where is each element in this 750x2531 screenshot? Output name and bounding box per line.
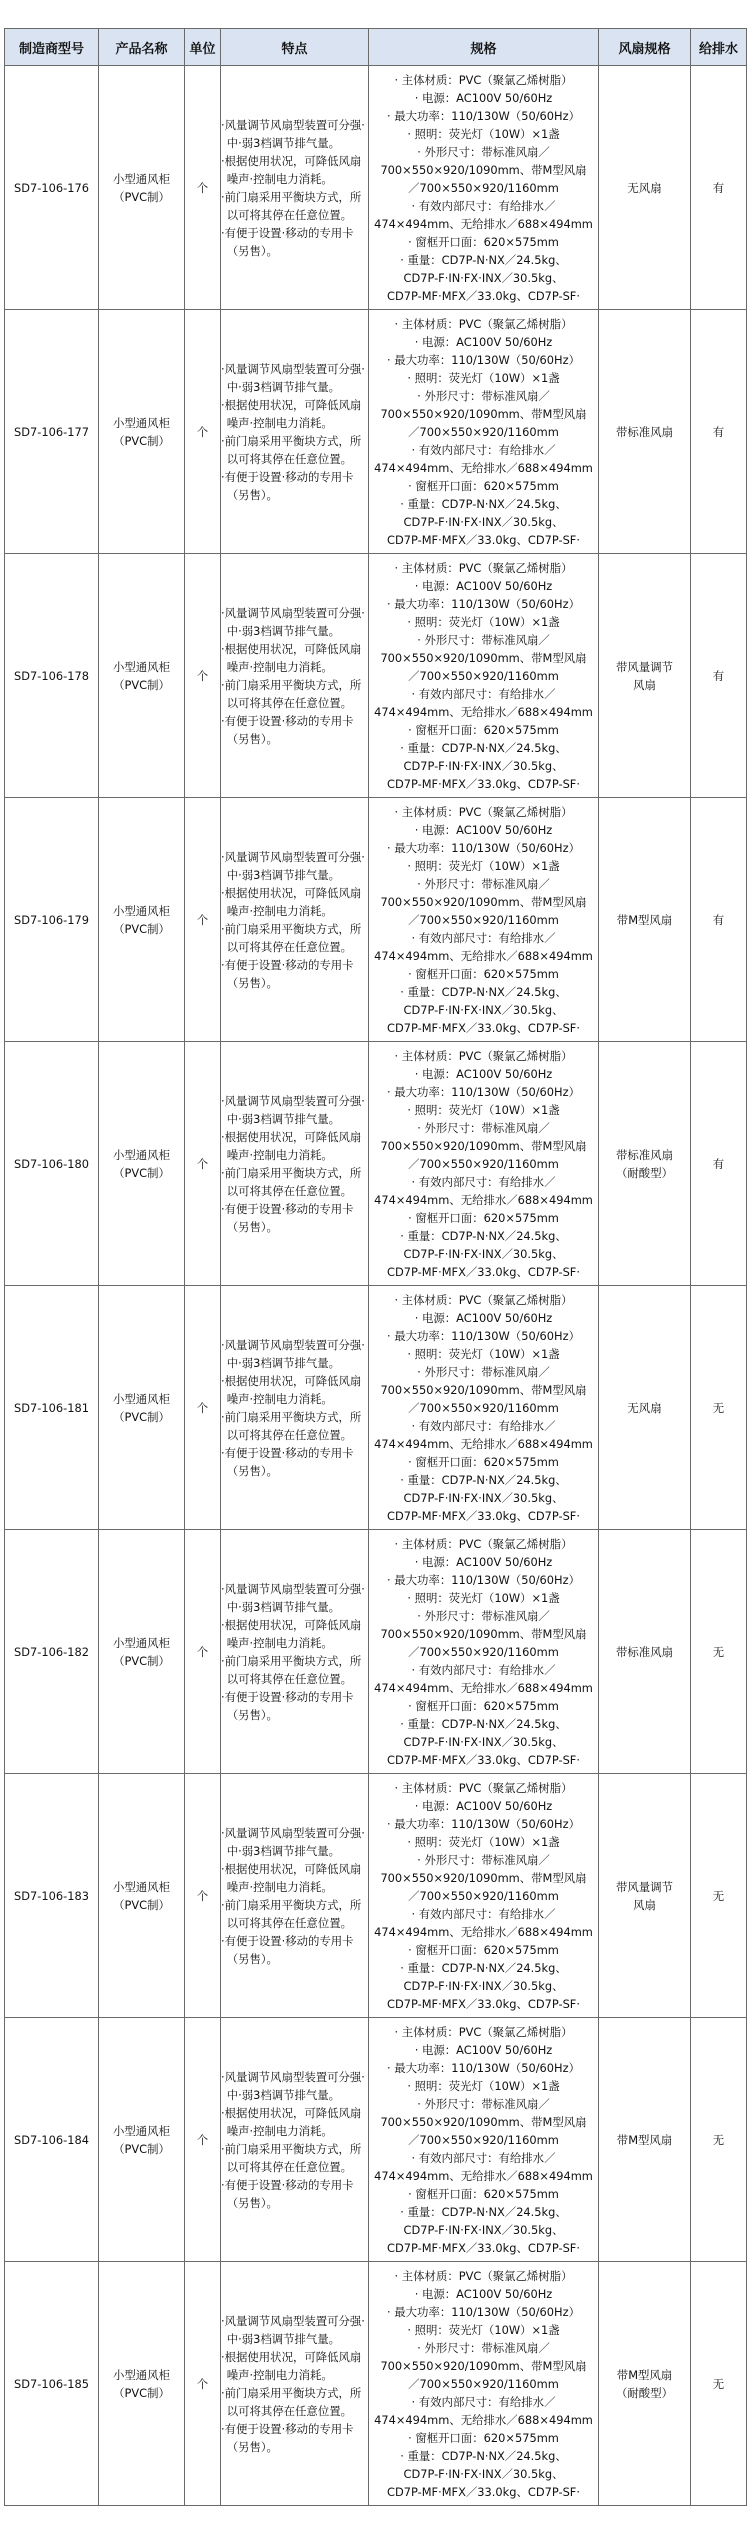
feature-item: ·有便于设置·移动的专用卡（另售）。 — [221, 2421, 354, 2454]
water-drain-cell: 有 — [691, 798, 747, 1042]
spec-line: · 重量：CD7P-N·NX／24.5kg、 — [400, 252, 567, 267]
table-row — [5, 1530, 747, 1774]
water-drain-cell: 有 — [691, 1042, 747, 1286]
table-row — [5, 66, 747, 310]
feature-item: ·有便于设置·移动的专用卡（另售）。 — [221, 225, 354, 258]
fan-spec-line: （耐酸型） — [616, 2385, 673, 2400]
feature-item: ·前门扇采用平衡块方式，所以可将其停在任意位置。 — [221, 189, 362, 222]
spec-line: CD7P-MF·MFX／33.0kg、CD7P-SF· — [387, 1996, 580, 2011]
spec-line: · 照明：荧光灯（10W）×1盏 — [407, 614, 560, 629]
spec-line: ／700×550×920/1160mm — [408, 2376, 559, 2391]
specs-cell — [369, 2018, 599, 2262]
spec-line: · 有效内部尺寸：有给排水／ — [411, 1906, 556, 1921]
spec-line: 700×550×920/1090mm、带M型风扇 — [380, 650, 587, 665]
header-unit: 单位 — [185, 29, 221, 66]
spec-line: · 主体材质：PVC（聚氯乙烯树脂） — [394, 1536, 573, 1551]
model-cell: SD7-106-185 — [5, 2262, 99, 2506]
product-name-line: 小型通风柜 — [113, 1879, 170, 1894]
spec-line: · 最大功率：110/130W（50/60Hz） — [387, 2304, 580, 2319]
spec-line: · 最大功率：110/130W（50/60Hz） — [387, 1084, 580, 1099]
water-drain-cell: 无 — [691, 2018, 747, 2262]
specs-cell — [369, 1286, 599, 1530]
feature-item: ·根据使用状况，可降低风扇噪声·控制电力消耗。 — [221, 2349, 362, 2382]
unit-cell: 个 — [185, 66, 221, 310]
unit-cell: 个 — [185, 1042, 221, 1286]
feature-item: ·前门扇采用平衡块方式，所以可将其停在任意位置。 — [221, 2385, 362, 2418]
spec-line: · 电源：AC100V 50/60Hz — [414, 90, 553, 105]
fan-spec-line: （耐酸型） — [616, 1165, 673, 1180]
spec-line: · 外形尺寸：带标准风扇／ — [417, 1608, 550, 1623]
unit-cell: 个 — [185, 1530, 221, 1774]
header-water: 给排水 — [691, 29, 747, 66]
spec-line: · 电源：AC100V 50/60Hz — [414, 1554, 553, 1569]
specs-cell — [369, 554, 599, 798]
unit-cell: 个 — [185, 1286, 221, 1530]
spec-line: · 窗框开口面：620×575mm — [408, 1942, 559, 1957]
fan-spec-cell — [599, 66, 691, 310]
specs-cell — [369, 1530, 599, 1774]
spec-line: · 外形尺寸：带标准风扇／ — [417, 632, 550, 647]
feature-item: ·风量调节风扇型装置可分强·中·弱3档调节排气量。 — [221, 605, 365, 638]
water-drain-cell: 无 — [691, 1530, 747, 1774]
product-name-line: 小型通风柜 — [113, 1391, 170, 1406]
feature-item: ·风量调节风扇型装置可分强·中·弱3档调节排气量。 — [221, 1093, 365, 1126]
header-product-name: 产品名称 — [99, 29, 185, 66]
spec-line: · 重量：CD7P-N·NX／24.5kg、 — [400, 2204, 567, 2219]
unit-cell: 个 — [185, 2018, 221, 2262]
feature-item: ·风量调节风扇型装置可分强·中·弱3档调节排气量。 — [221, 2069, 365, 2102]
specs-cell — [369, 1774, 599, 2018]
table-row — [5, 1774, 747, 2018]
fan-spec-line: 带标准风扇 — [616, 1147, 673, 1162]
spec-line: · 外形尺寸：带标准风扇／ — [417, 1852, 550, 1867]
product-name-line: 小型通风柜 — [113, 1147, 170, 1162]
spec-line: · 外形尺寸：带标准风扇／ — [417, 144, 550, 159]
spec-line: · 外形尺寸：带标准风扇／ — [417, 388, 550, 403]
feature-item: ·有便于设置·移动的专用卡（另售）。 — [221, 469, 354, 502]
spec-line: 700×550×920/1090mm、带M型风扇 — [380, 2358, 587, 2373]
product-name-line: （PVC制） — [113, 921, 170, 936]
table-row — [5, 2018, 747, 2262]
spec-line: · 照明：荧光灯（10W）×1盏 — [407, 2322, 560, 2337]
spec-line: · 照明：荧光灯（10W）×1盏 — [407, 1834, 560, 1849]
feature-item: ·前门扇采用平衡块方式，所以可将其停在任意位置。 — [221, 1897, 362, 1930]
feature-item: ·有便于设置·移动的专用卡（另售）。 — [221, 1445, 354, 1478]
feature-item: ·根据使用状况，可降低风扇噪声·控制电力消耗。 — [221, 885, 362, 918]
spec-line: · 照明：荧光灯（10W）×1盏 — [407, 1346, 560, 1361]
product-name-line: 小型通风柜 — [113, 903, 170, 918]
fan-spec-line: 无风扇 — [627, 1400, 662, 1415]
product-name-cell — [99, 798, 185, 1042]
spec-line: · 外形尺寸：带标准风扇／ — [417, 876, 550, 891]
spec-line: · 电源：AC100V 50/60Hz — [414, 822, 553, 837]
spec-line: · 窗框开口面：620×575mm — [408, 478, 559, 493]
spec-line: · 重量：CD7P-N·NX／24.5kg、 — [400, 496, 567, 511]
feature-item: ·风量调节风扇型装置可分强·中·弱3档调节排气量。 — [221, 117, 365, 150]
feature-item: ·根据使用状况，可降低风扇噪声·控制电力消耗。 — [221, 1373, 362, 1406]
spec-line: · 重量：CD7P-N·NX／24.5kg、 — [400, 1716, 567, 1731]
feature-item: ·有便于设置·移动的专用卡（另售）。 — [221, 1689, 354, 1722]
feature-item: ·前门扇采用平衡块方式，所以可将其停在任意位置。 — [221, 433, 362, 466]
fan-spec-line: 带风量调节 — [616, 659, 673, 674]
specs-cell — [369, 798, 599, 1042]
spec-line: · 电源：AC100V 50/60Hz — [414, 2042, 553, 2057]
spec-line: · 外形尺寸：带标准风扇／ — [417, 2340, 550, 2355]
spec-line: · 主体材质：PVC（聚氯乙烯树脂） — [394, 2268, 573, 2283]
spec-line: · 窗框开口面：620×575mm — [408, 234, 559, 249]
spec-line: ／700×550×920/1160mm — [408, 2132, 559, 2147]
header-fan-spec: 风扇规格 — [599, 29, 691, 66]
product-name-cell — [99, 66, 185, 310]
spec-line: 474×494mm、无给排水／688×494mm — [374, 704, 593, 719]
spec-line: · 电源：AC100V 50/60Hz — [414, 578, 553, 593]
spec-line: · 主体材质：PVC（聚氯乙烯树脂） — [394, 560, 573, 575]
product-name-line: （PVC制） — [113, 2385, 170, 2400]
spec-line: CD7P-F·IN·FX·INX／30.5kg、 — [403, 1002, 564, 1017]
spec-line: · 主体材质：PVC（聚氯乙烯树脂） — [394, 1292, 573, 1307]
spec-line: CD7P-F·IN·FX·INX／30.5kg、 — [403, 1246, 564, 1261]
table-body — [5, 66, 747, 2506]
features-cell — [221, 66, 369, 310]
feature-item: ·风量调节风扇型装置可分强·中·弱3档调节排气量。 — [221, 2313, 365, 2346]
fan-spec-cell — [599, 798, 691, 1042]
feature-item: ·风量调节风扇型装置可分强·中·弱3档调节排气量。 — [221, 1581, 365, 1614]
features-cell — [221, 310, 369, 554]
spec-line: · 最大功率：110/130W（50/60Hz） — [387, 352, 580, 367]
product-name-line: （PVC制） — [113, 1653, 170, 1668]
spec-line: ／700×550×920/1160mm — [408, 1888, 559, 1903]
spec-line: · 重量：CD7P-N·NX／24.5kg、 — [400, 1472, 567, 1487]
spec-line: · 主体材质：PVC（聚氯乙烯树脂） — [394, 2024, 573, 2039]
spec-line: 474×494mm、无给排水／688×494mm — [374, 2412, 593, 2427]
product-name-line: （PVC制） — [113, 1165, 170, 1180]
spec-line: · 重量：CD7P-N·NX／24.5kg、 — [400, 1960, 567, 1975]
spec-line: CD7P-F·IN·FX·INX／30.5kg、 — [403, 514, 564, 529]
spec-line: · 有效内部尺寸：有给排水／ — [411, 1418, 556, 1433]
model-cell: SD7-106-184 — [5, 2018, 99, 2262]
fan-spec-line: 风扇 — [633, 1897, 656, 1912]
specs-cell — [369, 310, 599, 554]
spec-line: · 重量：CD7P-N·NX／24.5kg、 — [400, 740, 567, 755]
spec-line: CD7P-MF·MFX／33.0kg、CD7P-SF· — [387, 1264, 580, 1279]
spec-line: · 最大功率：110/130W（50/60Hz） — [387, 108, 580, 123]
model-cell: SD7-106-178 — [5, 554, 99, 798]
spec-line: 474×494mm、无给排水／688×494mm — [374, 216, 593, 231]
unit-cell: 个 — [185, 554, 221, 798]
model-cell: SD7-106-179 — [5, 798, 99, 1042]
feature-item: ·风量调节风扇型装置可分强·中·弱3档调节排气量。 — [221, 361, 365, 394]
model-cell: SD7-106-181 — [5, 1286, 99, 1530]
fan-spec-line: 带M型风扇 — [616, 912, 673, 927]
product-name-cell — [99, 310, 185, 554]
spec-line: · 窗框开口面：620×575mm — [408, 2186, 559, 2201]
spec-line: · 有效内部尺寸：有给排水／ — [411, 2394, 556, 2409]
table-row — [5, 310, 747, 554]
spec-line: · 最大功率：110/130W（50/60Hz） — [387, 596, 580, 611]
spec-line: 474×494mm、无给排水／688×494mm — [374, 1192, 593, 1207]
features-cell — [221, 554, 369, 798]
feature-item: ·根据使用状况，可降低风扇噪声·控制电力消耗。 — [221, 2105, 362, 2138]
spec-line: 700×550×920/1090mm、带M型风扇 — [380, 2114, 587, 2129]
spec-line: ／700×550×920/1160mm — [408, 424, 559, 439]
spec-line: ／700×550×920/1160mm — [408, 1156, 559, 1171]
spec-line: ／700×550×920/1160mm — [408, 1400, 559, 1415]
feature-item: ·前门扇采用平衡块方式，所以可将其停在任意位置。 — [221, 921, 362, 954]
product-name-line: （PVC制） — [113, 1409, 170, 1424]
water-drain-cell: 有 — [691, 66, 747, 310]
spec-line: · 电源：AC100V 50/60Hz — [414, 334, 553, 349]
spec-line: · 有效内部尺寸：有给排水／ — [411, 1174, 556, 1189]
fan-spec-line: 带标准风扇 — [616, 1644, 673, 1659]
spec-line: CD7P-MF·MFX／33.0kg、CD7P-SF· — [387, 1508, 580, 1523]
water-drain-cell: 有 — [691, 554, 747, 798]
spec-line: CD7P-MF·MFX／33.0kg、CD7P-SF· — [387, 2240, 580, 2255]
feature-item: ·根据使用状况，可降低风扇噪声·控制电力消耗。 — [221, 641, 362, 674]
product-name-line: （PVC制） — [113, 2141, 170, 2156]
spec-line: 700×550×920/1090mm、带M型风扇 — [380, 894, 587, 909]
product-name-cell — [99, 1530, 185, 1774]
specs-cell — [369, 66, 599, 310]
water-drain-cell: 有 — [691, 310, 747, 554]
table-row — [5, 554, 747, 798]
header-row — [5, 29, 747, 66]
spec-line: CD7P-F·IN·FX·INX／30.5kg、 — [403, 1490, 564, 1505]
spec-line: · 照明：荧光灯（10W）×1盏 — [407, 2078, 560, 2093]
spec-line: · 有效内部尺寸：有给排水／ — [411, 198, 556, 213]
spec-line: CD7P-MF·MFX／33.0kg、CD7P-SF· — [387, 288, 580, 303]
spec-line: 474×494mm、无给排水／688×494mm — [374, 460, 593, 475]
product-name-cell — [99, 1042, 185, 1286]
unit-cell: 个 — [185, 798, 221, 1042]
feature-item: ·有便于设置·移动的专用卡（另售）。 — [221, 957, 354, 990]
spec-line: · 窗框开口面：620×575mm — [408, 966, 559, 981]
fan-spec-cell — [599, 1530, 691, 1774]
spec-line: · 最大功率：110/130W（50/60Hz） — [387, 840, 580, 855]
feature-item: ·根据使用状况，可降低风扇噪声·控制电力消耗。 — [221, 397, 362, 430]
product-name-line: 小型通风柜 — [113, 415, 170, 430]
fan-spec-cell — [599, 2262, 691, 2506]
spec-line: 474×494mm、无给排水／688×494mm — [374, 1680, 593, 1695]
specs-cell — [369, 2262, 599, 2506]
features-cell — [221, 2262, 369, 2506]
feature-item: ·根据使用状况，可降低风扇噪声·控制电力消耗。 — [221, 1861, 362, 1894]
spec-line: · 重量：CD7P-N·NX／24.5kg、 — [400, 1228, 567, 1243]
feature-item: ·根据使用状况，可降低风扇噪声·控制电力消耗。 — [221, 153, 362, 186]
spec-line: · 电源：AC100V 50/60Hz — [414, 1310, 553, 1325]
spec-line: 700×550×920/1090mm、带M型风扇 — [380, 1138, 587, 1153]
spec-line: · 有效内部尺寸：有给排水／ — [411, 1662, 556, 1677]
spec-line: · 重量：CD7P-N·NX／24.5kg、 — [400, 2448, 567, 2463]
feature-item: ·前门扇采用平衡块方式，所以可将其停在任意位置。 — [221, 1653, 362, 1686]
spec-line: CD7P-MF·MFX／33.0kg、CD7P-SF· — [387, 532, 580, 547]
spec-line: · 窗框开口面：620×575mm — [408, 722, 559, 737]
product-name-cell — [99, 2018, 185, 2262]
product-name-line: （PVC制） — [113, 677, 170, 692]
spec-line: 700×550×920/1090mm、带M型风扇 — [380, 1626, 587, 1641]
features-cell — [221, 798, 369, 1042]
spec-line: · 外形尺寸：带标准风扇／ — [417, 1120, 550, 1135]
fan-spec-line: 风扇 — [633, 677, 656, 692]
feature-item: ·有便于设置·移动的专用卡（另售）。 — [221, 1933, 354, 1966]
features-cell — [221, 1042, 369, 1286]
spec-line: ／700×550×920/1160mm — [408, 1644, 559, 1659]
spec-line: · 最大功率：110/130W（50/60Hz） — [387, 2060, 580, 2075]
model-cell: SD7-106-183 — [5, 1774, 99, 2018]
spec-line: CD7P-F·IN·FX·INX／30.5kg、 — [403, 2222, 564, 2237]
product-name-line: （PVC制） — [113, 189, 170, 204]
fan-spec-line: 带风量调节 — [616, 1879, 673, 1894]
model-cell: SD7-106-182 — [5, 1530, 99, 1774]
product-name-line: 小型通风柜 — [113, 659, 170, 674]
feature-item: ·有便于设置·移动的专用卡（另售）。 — [221, 713, 354, 746]
spec-line: CD7P-F·IN·FX·INX／30.5kg、 — [403, 1734, 564, 1749]
product-name-cell — [99, 1774, 185, 2018]
feature-item: ·前门扇采用平衡块方式，所以可将其停在任意位置。 — [221, 1165, 362, 1198]
unit-cell: 个 — [185, 1774, 221, 2018]
spec-line: 474×494mm、无给排水／688×494mm — [374, 948, 593, 963]
spec-line: · 窗框开口面：620×575mm — [408, 1698, 559, 1713]
specs-cell — [369, 1042, 599, 1286]
spec-line: 474×494mm、无给排水／688×494mm — [374, 2168, 593, 2183]
spec-line: · 窗框开口面：620×575mm — [408, 1454, 559, 1469]
spec-line: · 照明：荧光灯（10W）×1盏 — [407, 370, 560, 385]
spec-line: 474×494mm、无给排水／688×494mm — [374, 1436, 593, 1451]
feature-item: ·风量调节风扇型装置可分强·中·弱3档调节排气量。 — [221, 1825, 365, 1858]
fan-spec-line: 带标准风扇 — [616, 424, 673, 439]
fan-spec-line: 带M型风扇 — [616, 2367, 673, 2382]
spec-line: · 有效内部尺寸：有给排水／ — [411, 442, 556, 457]
spec-line: · 主体材质：PVC（聚氯乙烯树脂） — [394, 804, 573, 819]
header-features: 特点 — [221, 29, 369, 66]
spec-line: CD7P-MF·MFX／33.0kg、CD7P-SF· — [387, 1752, 580, 1767]
product-name-line: （PVC制） — [113, 1897, 170, 1912]
table-row — [5, 1286, 747, 1530]
header-model: 制造商型号 — [5, 29, 99, 66]
spec-line: · 窗框开口面：620×575mm — [408, 1210, 559, 1225]
spec-line: CD7P-F·IN·FX·INX／30.5kg、 — [403, 758, 564, 773]
spec-line: · 最大功率：110/130W（50/60Hz） — [387, 1572, 580, 1587]
spec-line: ／700×550×920/1160mm — [408, 180, 559, 195]
feature-item: ·根据使用状况，可降低风扇噪声·控制电力消耗。 — [221, 1617, 362, 1650]
feature-item: ·前门扇采用平衡块方式，所以可将其停在任意位置。 — [221, 1409, 362, 1442]
unit-cell: 个 — [185, 310, 221, 554]
spec-line: · 最大功率：110/130W（50/60Hz） — [387, 1328, 580, 1343]
features-cell — [221, 1530, 369, 1774]
model-cell: SD7-106-176 — [5, 66, 99, 310]
feature-item: ·前门扇采用平衡块方式，所以可将其停在任意位置。 — [221, 677, 362, 710]
spec-line: 700×550×920/1090mm、带M型风扇 — [380, 406, 587, 421]
product-name-line: （PVC制） — [113, 433, 170, 448]
spec-line: · 最大功率：110/130W（50/60Hz） — [387, 1816, 580, 1831]
product-name-line: 小型通风柜 — [113, 171, 170, 186]
fan-spec-line: 无风扇 — [627, 180, 662, 195]
spec-line: · 外形尺寸：带标准风扇／ — [417, 2096, 550, 2111]
product-name-line: 小型通风柜 — [113, 1635, 170, 1650]
spec-line: · 有效内部尺寸：有给排水／ — [411, 2150, 556, 2165]
spec-line: · 重量：CD7P-N·NX／24.5kg、 — [400, 984, 567, 999]
spec-line: 700×550×920/1090mm、带M型风扇 — [380, 162, 587, 177]
model-cell: SD7-106-180 — [5, 1042, 99, 1286]
spec-line: CD7P-F·IN·FX·INX／30.5kg、 — [403, 2466, 564, 2481]
spec-line: · 电源：AC100V 50/60Hz — [414, 2286, 553, 2301]
spec-line: CD7P-F·IN·FX·INX／30.5kg、 — [403, 270, 564, 285]
table-row — [5, 2262, 747, 2506]
spec-line: 700×550×920/1090mm、带M型风扇 — [380, 1870, 587, 1885]
spec-line: · 有效内部尺寸：有给排水／ — [411, 930, 556, 945]
fan-spec-cell — [599, 310, 691, 554]
fan-spec-cell — [599, 2018, 691, 2262]
spec-line: 474×494mm、无给排水／688×494mm — [374, 1924, 593, 1939]
spec-line: · 窗框开口面：620×575mm — [408, 2430, 559, 2445]
feature-item: ·前门扇采用平衡块方式，所以可将其停在任意位置。 — [221, 2141, 362, 2174]
spec-line: CD7P-MF·MFX／33.0kg、CD7P-SF· — [387, 1020, 580, 1035]
features-cell — [221, 1286, 369, 1530]
features-cell — [221, 1774, 369, 2018]
product-name-cell — [99, 2262, 185, 2506]
feature-item: ·风量调节风扇型装置可分强·中·弱3档调节排气量。 — [221, 1337, 365, 1370]
unit-cell: 个 — [185, 2262, 221, 2506]
feature-item: ·根据使用状况，可降低风扇噪声·控制电力消耗。 — [221, 1129, 362, 1162]
feature-item: ·有便于设置·移动的专用卡（另售）。 — [221, 2177, 354, 2210]
spec-line: · 主体材质：PVC（聚氯乙烯树脂） — [394, 316, 573, 331]
fan-spec-cell — [599, 554, 691, 798]
water-drain-cell: 无 — [691, 1774, 747, 2018]
spec-line: · 照明：荧光灯（10W）×1盏 — [407, 1102, 560, 1117]
spec-line: CD7P-MF·MFX／33.0kg、CD7P-SF· — [387, 2484, 580, 2499]
header-specs: 规格 — [369, 29, 599, 66]
spec-line: · 主体材质：PVC（聚氯乙烯树脂） — [394, 1780, 573, 1795]
spec-line: · 照明：荧光灯（10W）×1盏 — [407, 1590, 560, 1605]
model-cell: SD7-106-177 — [5, 310, 99, 554]
spec-line: · 主体材质：PVC（聚氯乙烯树脂） — [394, 1048, 573, 1063]
product-spec-table — [4, 28, 747, 2506]
product-name-line: 小型通风柜 — [113, 2367, 170, 2382]
water-drain-cell: 无 — [691, 2262, 747, 2506]
spec-line: · 有效内部尺寸：有给排水／ — [411, 686, 556, 701]
spec-line: ／700×550×920/1160mm — [408, 668, 559, 683]
fan-spec-cell — [599, 1286, 691, 1530]
table-row — [5, 798, 747, 1042]
product-name-cell — [99, 554, 185, 798]
fan-spec-cell — [599, 1042, 691, 1286]
spec-line: · 照明：荧光灯（10W）×1盏 — [407, 126, 560, 141]
features-cell — [221, 2018, 369, 2262]
spec-line: · 主体材质：PVC（聚氯乙烯树脂） — [394, 72, 573, 87]
spec-line: · 电源：AC100V 50/60Hz — [414, 1798, 553, 1813]
product-name-line: 小型通风柜 — [113, 2123, 170, 2138]
feature-item: ·风量调节风扇型装置可分强·中·弱3档调节排气量。 — [221, 849, 365, 882]
product-name-cell — [99, 1286, 185, 1530]
fan-spec-cell — [599, 1774, 691, 2018]
table-row — [5, 1042, 747, 1286]
water-drain-cell: 无 — [691, 1286, 747, 1530]
spec-line: · 照明：荧光灯（10W）×1盏 — [407, 858, 560, 873]
spec-line: CD7P-F·IN·FX·INX／30.5kg、 — [403, 1978, 564, 1993]
spec-line: · 电源：AC100V 50/60Hz — [414, 1066, 553, 1081]
spec-line: · 外形尺寸：带标准风扇／ — [417, 1364, 550, 1379]
spec-line: CD7P-MF·MFX／33.0kg、CD7P-SF· — [387, 776, 580, 791]
feature-item: ·有便于设置·移动的专用卡（另售）。 — [221, 1201, 354, 1234]
spec-line: 700×550×920/1090mm、带M型风扇 — [380, 1382, 587, 1397]
spec-line: ／700×550×920/1160mm — [408, 912, 559, 927]
fan-spec-line: 带M型风扇 — [616, 2132, 673, 2147]
